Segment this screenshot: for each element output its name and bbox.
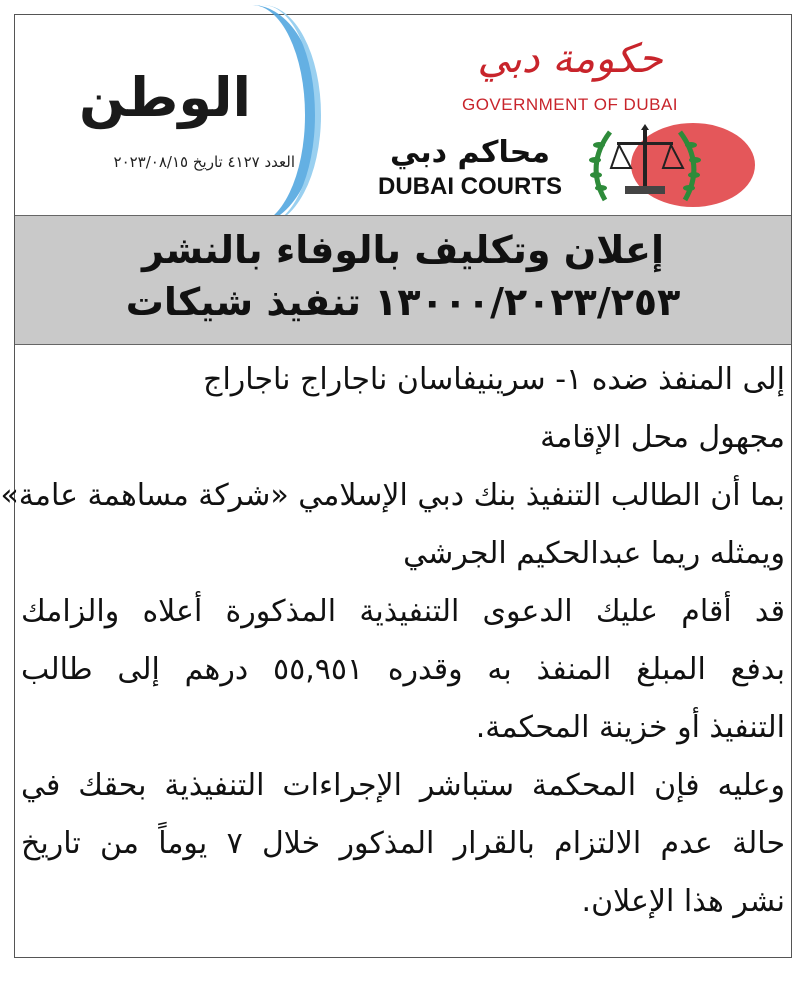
newspaper-logo: الوطن	[78, 66, 252, 129]
body-line: حالة عدم الالتزام بالقرار المذكور خلال ٧ يوماً من تاريخ	[21, 826, 785, 861]
body-line: إلى المنفذ ضده ١- سرينيفاسان ناجاراج ناجاراج	[203, 362, 785, 397]
government-logo-english: GOVERNMENT OF DUBAI	[461, 95, 679, 114]
body-line: مجهول محل الإقامة	[540, 420, 785, 455]
body-line: التنفيذ أو خزينة المحكمة.	[475, 710, 785, 745]
body-line: ويمثله ريما عبدالحكيم الجرشي	[403, 536, 785, 571]
issue-line: العدد ٤١٢٧ تاريخ ٢٠٢٣/٠٨/١٥	[113, 153, 295, 171]
case-number-title: ١٣٠٠٠/٢٠٢٣/٢٥٣ تنفيذ شيكات	[125, 280, 681, 324]
courts-name-english: DUBAI COURTS	[378, 173, 562, 200]
announcement-title: إعلان وتكليف بالوفاء بالنشر	[141, 228, 665, 272]
body-line: بما أن الطالب التنفيذ بنك دبي الإسلامي «شركة مساهمة عامة»	[0, 478, 785, 513]
announcement-body	[0, 351, 791, 931]
announcement-frame	[0, 14, 792, 958]
dubai-courts-emblem-icon	[575, 120, 755, 210]
government-logo-arabic: حكومة دبي	[477, 36, 663, 82]
title-band	[15, 215, 791, 345]
body-line: وعليه فإن المحكمة ستباشر الإجراءات التنفيذية بحقك في	[21, 768, 785, 803]
body-line: نشر هذا الإعلان.	[581, 884, 785, 919]
courts-name-arabic: محاكم دبي	[390, 135, 550, 170]
body-line: بدفع المبلغ المنفذ به وقدره ٥٥,٩٥١ درهم إلى طالب	[21, 652, 785, 687]
header	[15, 15, 791, 215]
body-line: قد أقام عليك الدعوى التنفيذية المذكورة أعلاه والزامك	[21, 594, 785, 629]
